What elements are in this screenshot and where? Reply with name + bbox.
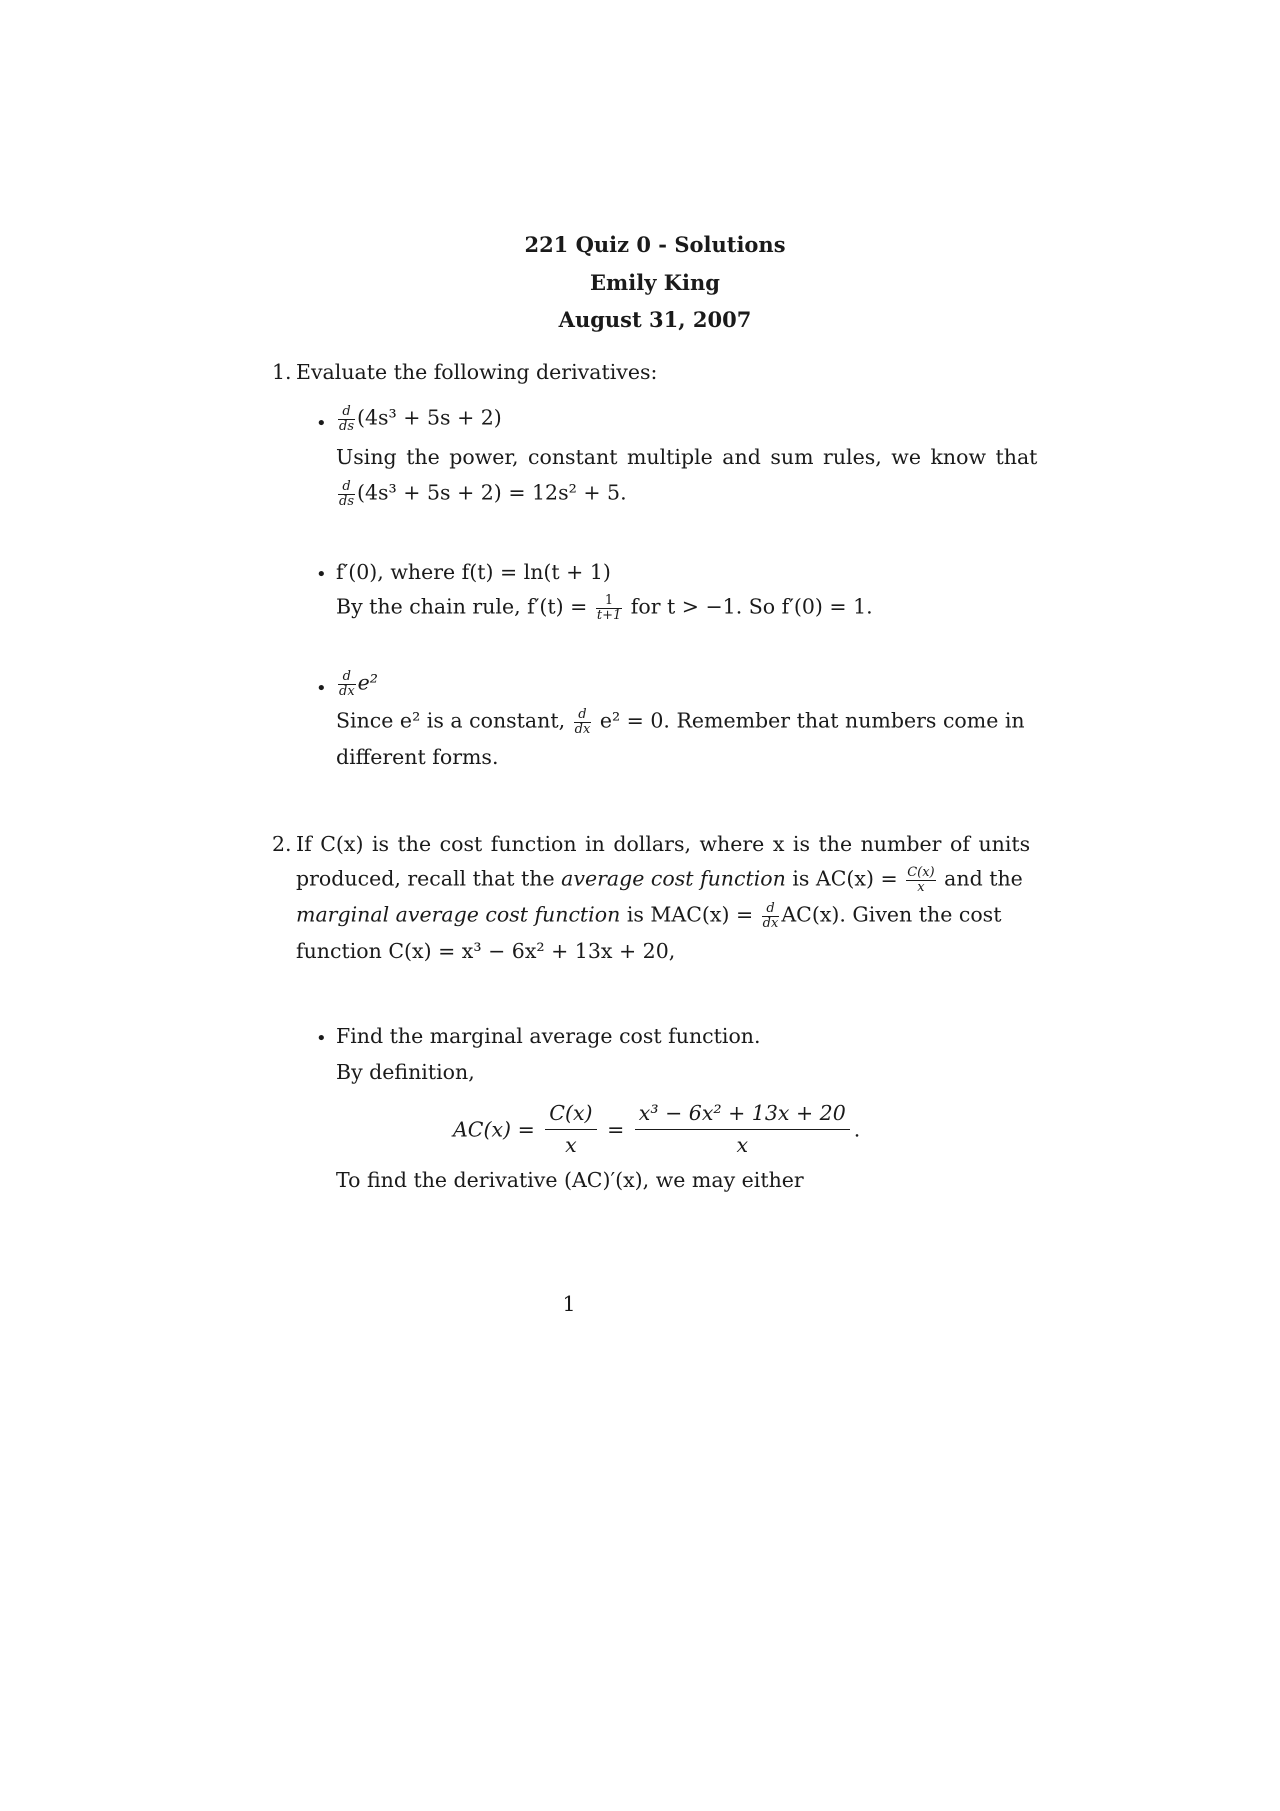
q2-line1: If C(x) is the cost function in dollars, where x is the number of units	[296, 832, 1031, 856]
q1-prompt: Evaluate the following derivatives:	[296, 360, 658, 384]
bullet-1b: •	[316, 564, 327, 585]
q2-line2: produced, recall that the average cost function is AC(x) = $\frac{C(x)}{x}$ and the	[296, 865, 1023, 895]
q1a-solution-line2: $\frac{d}{ds}$ (4s³ + 5s + 2) = 12s² + 5.	[339, 479, 627, 509]
q2a-polynomial-fraction: $\frac{\text{x³ − 6x² + 13x + 20}}{x}$	[635, 1098, 850, 1161]
bullet-1c: •	[316, 678, 327, 699]
q1a-expr: (4s³ + 5s + 2)	[357, 405, 502, 430]
q1c-solution-line1: Since e² is a constant, $\frac{d}{dx}$ e² = 0. Remember that numbers come in	[336, 707, 1025, 737]
q1a-d-ds-fraction: $\frac{d}{ds}$	[339, 404, 354, 434]
q2a-by-definition: By definition,	[336, 1060, 475, 1084]
q2-d-dx-fraction: $\frac{d}{dx}$	[762, 901, 779, 931]
q2a-display-equation: AC(x) = $\frac{C(x)}{x}$ = $\frac{\text{x³ − 6x² + 13x + 20}}{x}$ .	[453, 1098, 860, 1161]
q2-ac-fraction: $\frac{C(x)}{x}$	[907, 865, 935, 895]
q1b-fraction: $\frac{1}{t+1}$	[596, 593, 622, 623]
q1b-expression: f′(0), where f(t) = ln(t + 1)	[336, 560, 611, 584]
page-number: 1	[562, 1292, 576, 1316]
doc-author: Emily King	[590, 270, 720, 295]
q1b-solution: By the chain rule, f′(t) = $\frac{1}{t+1}$ for t > −1. So f′(0) = 1.	[336, 593, 873, 623]
q1c-solution-line2: different forms.	[336, 745, 499, 769]
q2a-derivative-line: To find the derivative (AC)′(x), we may either	[336, 1168, 804, 1192]
q1a-expression	[336, 405, 502, 433]
q2-line3: marginal average cost function is MAC(x) = $\frac{d}{dx}$ AC(x). Given the cost	[296, 901, 1002, 931]
q1-number: 1.	[272, 360, 292, 384]
doc-date: August 31, 2007	[558, 307, 752, 332]
bullet-1a: •	[316, 413, 327, 434]
q1c-d-dx-fraction: $\frac{d}{dx}$	[339, 669, 355, 699]
q2-number: 2.	[272, 832, 292, 856]
bullet-2a: •	[316, 1028, 327, 1049]
q1c-expression: $\frac{d}{dx}$ e²	[339, 669, 379, 699]
q1c-sol-d-dx-fraction: $\frac{d}{dx}$	[574, 707, 591, 737]
q1a-solution-line1: Using the power, constant multiple and sum rules, we know that	[336, 445, 1038, 469]
q2-line4: function C(x) = x³ − 6x² + 13x + 20,	[296, 939, 676, 963]
doc-title: 221 Quiz 0 - Solutions	[524, 232, 786, 257]
q1a-sol-d-ds-fraction: $\frac{d}{ds}$	[339, 479, 354, 509]
q2a-prompt: Find the marginal average cost function.	[336, 1024, 761, 1048]
q2a-cx-over-x-fraction: $\frac{C(x)}{x}$	[545, 1098, 596, 1161]
